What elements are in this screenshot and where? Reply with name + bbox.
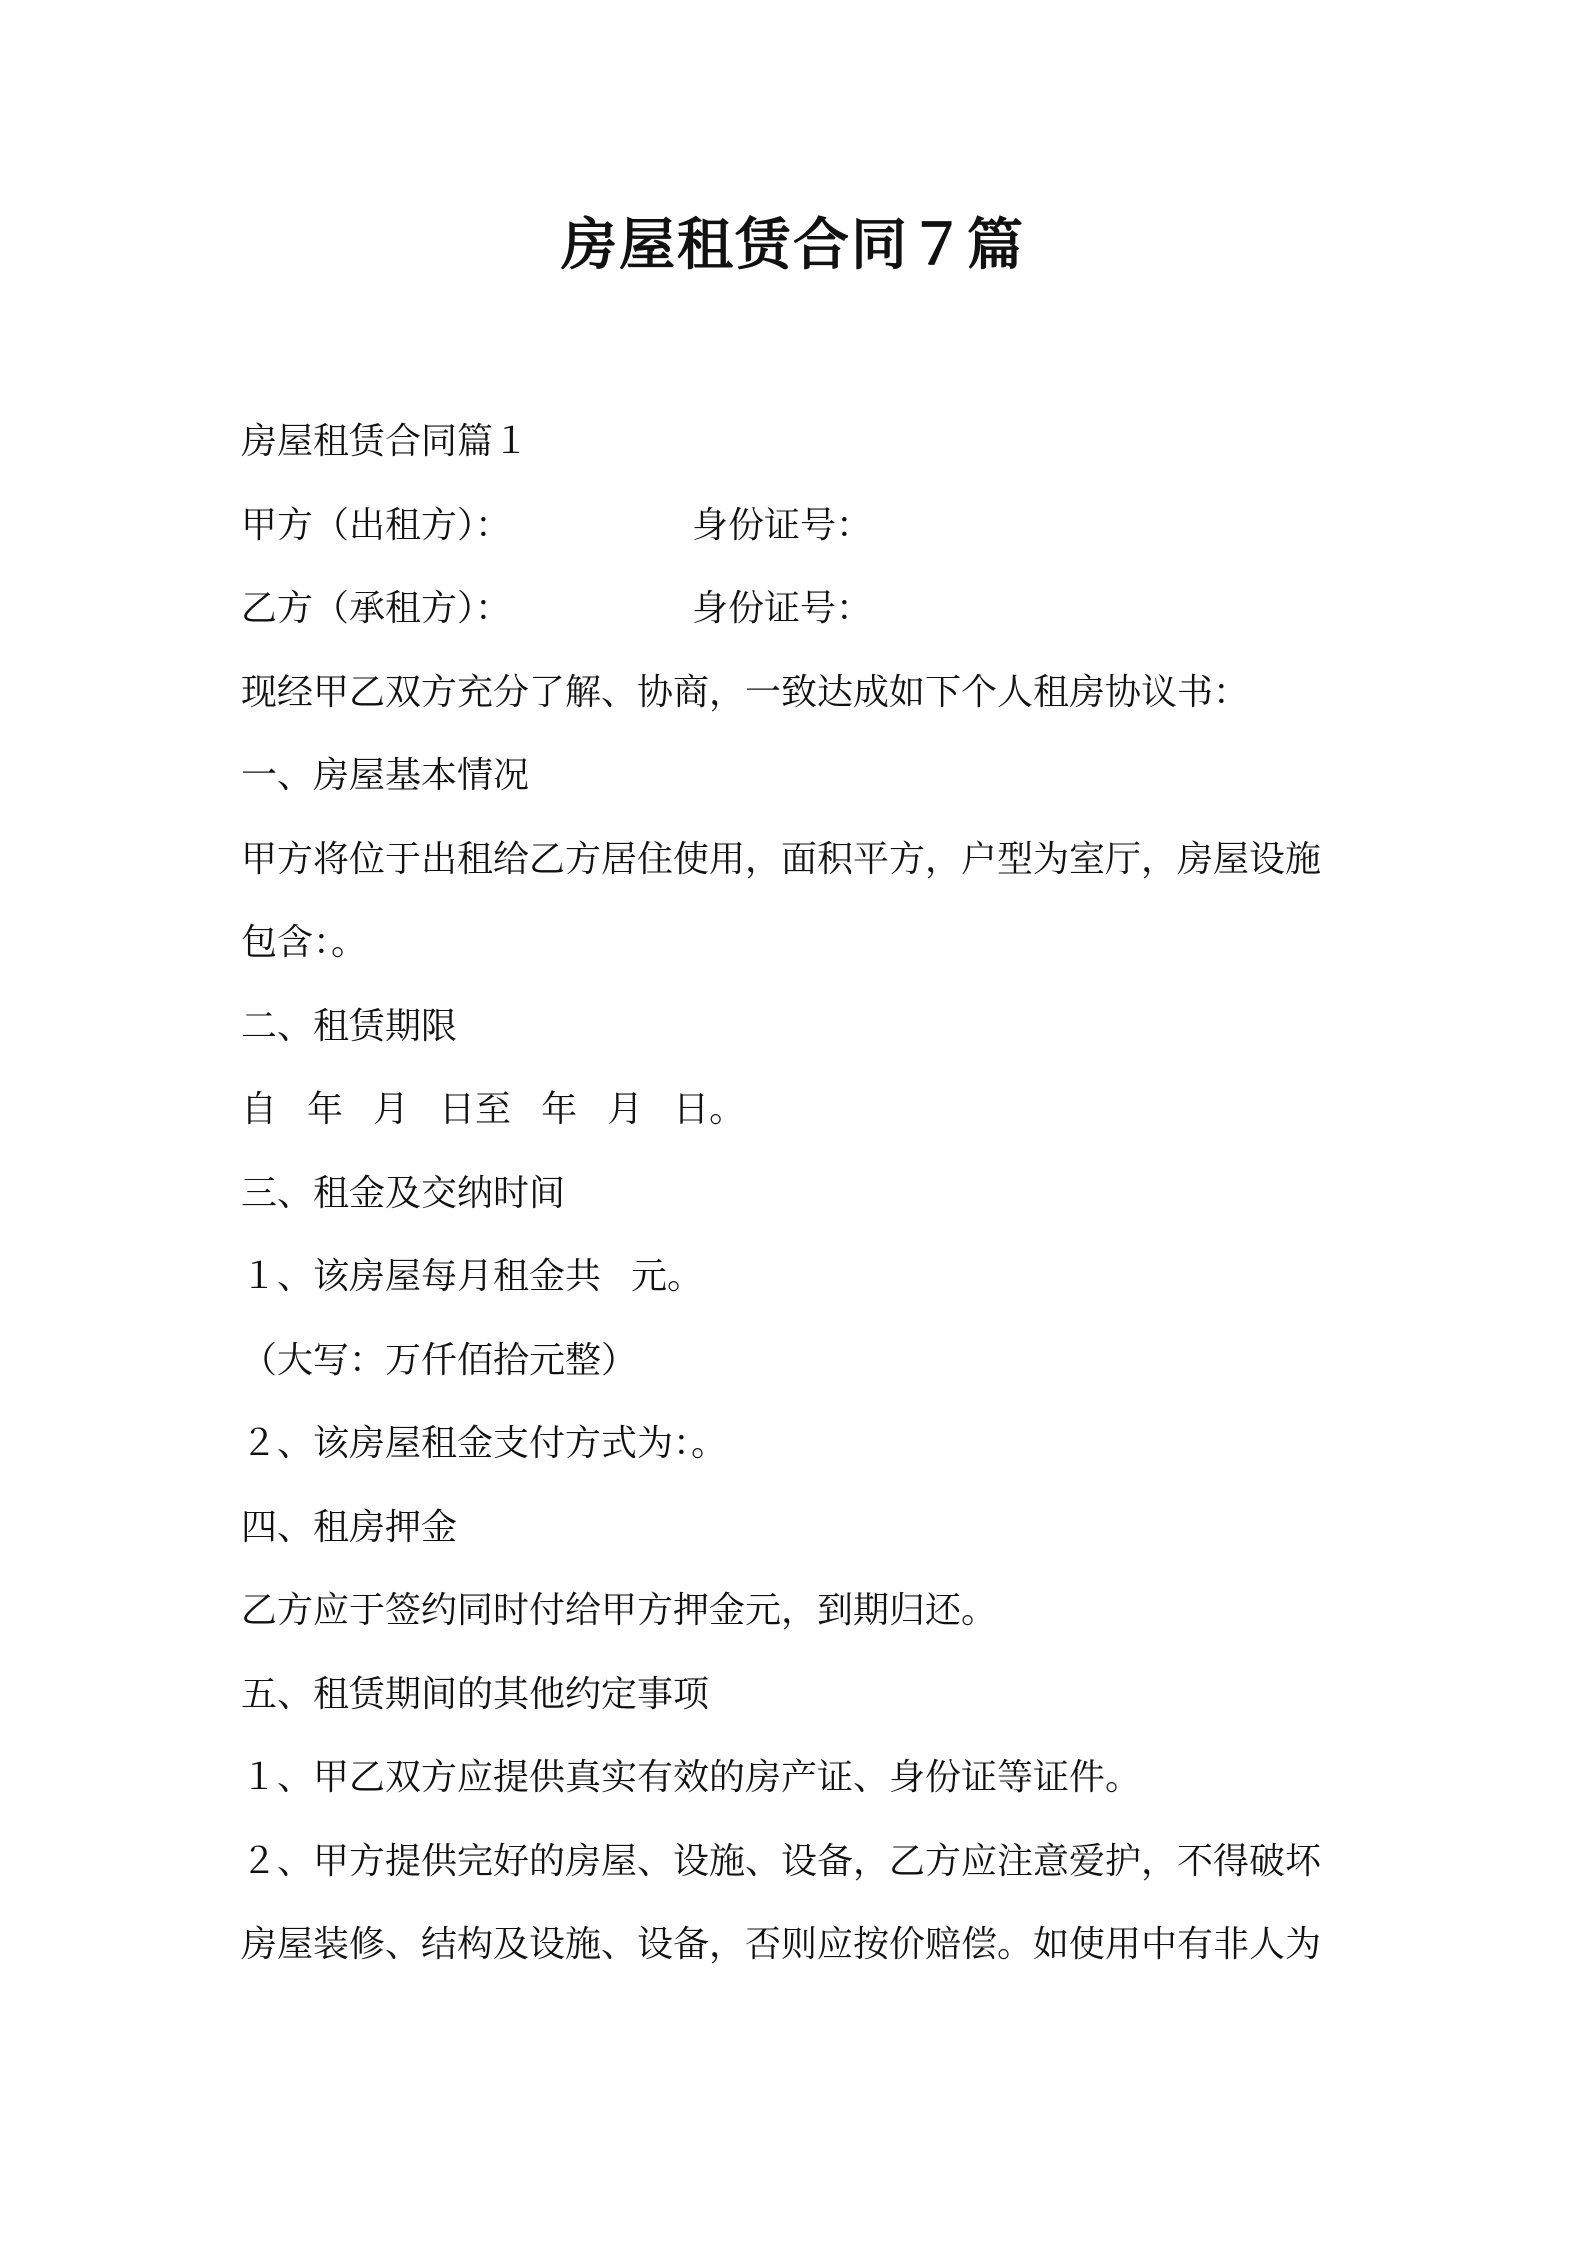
party-b-label: 乙方（承租方）： <box>241 588 512 629</box>
section-2-heading: 二、租赁期限 <box>241 1005 458 1047</box>
document-body <box>241 400 1361 1987</box>
section-5-heading: 五、租赁期间的其他约定事项 <box>241 1673 710 1715</box>
section-1-text-line-2: 包含：。 <box>241 922 368 963</box>
section-5-item-2-line-2: 房屋装修、结构及设施、设备，否则应按价赔偿。如使用中有非人为 <box>241 1924 1322 1965</box>
term-month-1: 月 <box>373 1089 410 1130</box>
section-3-item-2: ２、该房屋租金支付方式为：。 <box>241 1423 728 1464</box>
section-3-capital: （大写：万仟佰拾元整） <box>241 1339 638 1381</box>
section-heading: 房屋租赁合同篇１ <box>241 421 530 462</box>
section-5-item-1: １、甲乙双方应提供真实有效的房产证、身份证等证件。 <box>241 1757 1142 1798</box>
term-year-2: 年 <box>541 1089 578 1130</box>
term-year-1: 年 <box>307 1089 344 1130</box>
section-1-heading: 一、房屋基本情况 <box>241 755 530 796</box>
party-a-label: 甲方（出租方）： <box>241 504 512 546</box>
section-1-text-line-1: 甲方将位于出租给乙方居住使用，面积平方，户型为室厅，房屋设施 <box>241 838 1322 880</box>
term-row <box>241 1068 1361 1152</box>
party-a-id-label: 身份证号： <box>692 504 873 546</box>
section-3-heading: 三、租金及交纳时间 <box>241 1172 566 1214</box>
term-month-2: 月 <box>607 1089 644 1130</box>
party-b-row <box>241 567 1361 651</box>
section-3-item-1-text: １、该房屋每月租金共 <box>241 1256 602 1297</box>
section-3-item-1-unit: 元。 <box>631 1256 704 1297</box>
section-5-item-2-line-1: ２、甲方提供完好的房屋、设施、设备，乙方应注意爱护，不得破坏 <box>241 1840 1322 1882</box>
intro-paragraph: 现经甲乙双方充分了解、协商，一致达成如下个人租房协议书： <box>241 671 1250 713</box>
section-4-heading: 四、租房押金 <box>241 1506 458 1548</box>
term-day-to: 日至 <box>439 1089 512 1130</box>
section-3-item-1 <box>241 1235 1361 1319</box>
party-b-id-label: 身份证号： <box>692 588 873 629</box>
section-4-text: 乙方应于签约同时付给甲方押金元，到期归还。 <box>241 1590 998 1631</box>
term-day-end: 日。 <box>673 1089 746 1130</box>
term-from: 自 <box>241 1089 278 1130</box>
party-a-row <box>241 484 1361 568</box>
document-title: 房屋租赁合同７篇 <box>561 213 1025 278</box>
